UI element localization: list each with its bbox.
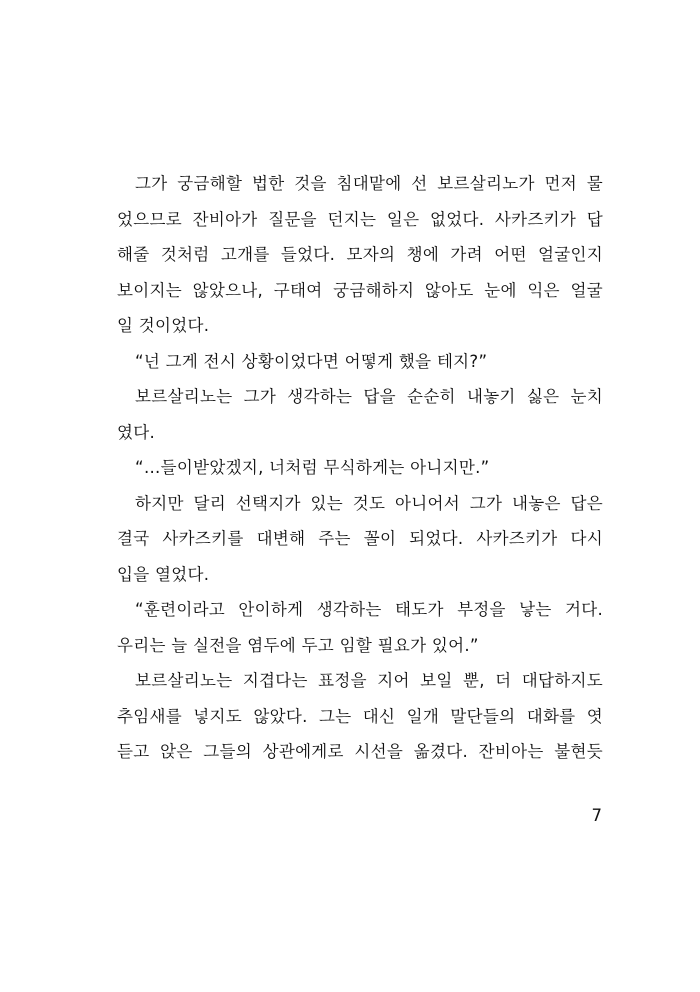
text-line: 해줄 것처럼 고개를 들었다. 모자의 챙에 가려 어떤 얼굴인지: [117, 245, 603, 264]
text-line: 보르살리노는 그가 생각하는 답을 순순히 내놓기 싫은 눈치: [135, 387, 603, 406]
dialogue-line: “훈련이라고 안이하게 생각하는 태도가 부정을 낳는 거다.: [135, 600, 603, 619]
text-line: 결국 사카즈키를 대변해 주는 꼴이 되었다. 사카즈키가 다시: [117, 529, 603, 548]
text-line: 하지만 달리 선택지가 있는 것도 아니어서 그가 내놓은 답은: [135, 493, 603, 513]
dialogue-line: “…들이받았겠지, 너처럼 무식하게는 아니지만.”: [135, 458, 490, 477]
text-line: 추임새를 넣지도 않았다. 그는 대신 일개 말단들의 대화를 엿: [117, 706, 603, 726]
text-line: 입을 열었다.: [117, 564, 210, 584]
text-line: 보르살리노는 지겹다는 표정을 지어 보일 뿐, 더 대답하지도: [135, 671, 603, 690]
text-line: 듣고 앉은 그들의 상관에게로 시선을 옮겼다. 잔비아는 불현듯: [117, 742, 603, 761]
text-line: 일 것이었다.: [117, 316, 210, 335]
text-line: 그가 궁금해할 법한 것을 침대맡에 선 보르살리노가 먼저 물: [135, 174, 603, 193]
dialogue-line: “넌 그게 전시 상황이었다면 어떻게 했을 테지?”: [135, 351, 488, 371]
body-text: [117, 166, 603, 770]
text-line: 였다.: [117, 422, 156, 442]
page-number: 7: [591, 806, 602, 825]
dialogue-line: 우리는 늘 실전을 염두에 두고 임할 필요가 있어.”: [117, 635, 479, 655]
text-line: 었으므로 잔비아가 질문을 던지는 일은 없었다. 사카즈키가 답: [117, 209, 603, 229]
text-line: 보이지는 않았으나, 구태여 궁금해하지 않아도 눈에 익은 얼굴: [117, 280, 603, 300]
